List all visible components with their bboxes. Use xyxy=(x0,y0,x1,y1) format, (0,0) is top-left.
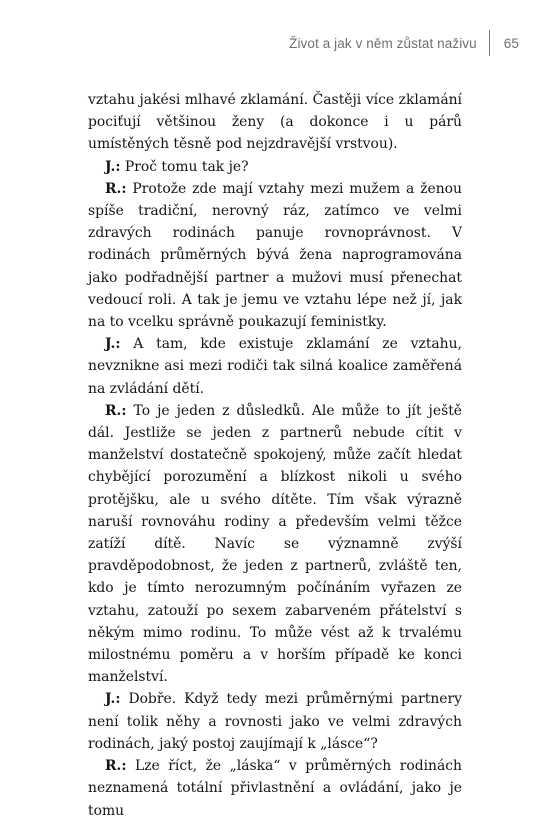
speaker-label: R.: xyxy=(105,758,127,775)
dialogue-paragraph xyxy=(88,400,462,689)
paragraph-text: A tam, kde existuje zklamání ze vztahu, nevznikne asi mezi rodiči tak silná koalice zaměřená na zvládání dětí. xyxy=(88,336,462,397)
paragraph-text: Dobře. Když tedy mezi průměrnými partnery není tolik něhy a rovnosti jako ve velmi zdravých rodinách, jaký postoj zaujímají k „lásce“? xyxy=(88,691,463,752)
paragraph-text: Lze říct, že „láska“ v průměrných rodinách neznamená totální přivlastnění a ovládání, jako je tomu xyxy=(88,758,463,819)
speaker-label: R.: xyxy=(105,180,127,197)
body-text xyxy=(88,89,462,822)
running-title: Život a jak v něm zůstat naživu xyxy=(289,35,477,51)
paragraph-text: Protože zde mají vztahy mezi mužem a ženou spíše tradiční, nerovný ráz, zatímco ve velmi zdravých rodinách panuje rovnoprávnost. V rodinách průměrných bývá žena naprogramována jako podřadnější partner a mužovi musí přenechat vedoucí roli. A tak je jemu ve vztahu lépe než jí, jak na to vcelku správně poukazují feministky. xyxy=(88,180,462,331)
paragraph-text: To je jeden z důsledků. Ale může to jít ještě dál. Jestliže se jeden z partnerů nebude cítit v manželství dostatečně spokojený, může začít hledat chybějící porozumění a blízkost nikoli u svého protějšku, ale u svého dítěte. Tím však výrazně naruší rovnováhu rodiny a především velmi těžce zatíží dítě. Navíc se významně zvýší pravděpodobnost, že jeden z partnerů, zvláště ten, kdo je tímto nerozumným počínáním vyřazen ze vztahu, zatouží po sexem zabarveném přátelství s někým mimo rodinu. To může vést až k trvalému milostnému poměru a v horším případě ke konci manželství. xyxy=(88,402,462,686)
speaker-label: J.: xyxy=(105,336,121,353)
paragraph-text: Proč tomu tak je? xyxy=(124,158,249,175)
paragraph xyxy=(88,89,462,156)
dialogue-paragraph xyxy=(88,333,462,400)
speaker-label: R.: xyxy=(105,402,127,419)
dialogue-paragraph xyxy=(88,688,462,755)
dialogue-paragraph xyxy=(88,156,462,178)
header-divider xyxy=(489,30,490,56)
dialogue-paragraph xyxy=(88,755,462,822)
speaker-label: J.: xyxy=(105,691,121,708)
paragraph-text: vztahu jakési mlhavé zklamání. Častěji více zklamání pociťují většinou ženy (a dokonce i u párů umístěných těsně pod nejzdravější vrstvou). xyxy=(88,92,462,153)
speaker-label: J.: xyxy=(105,158,121,175)
running-header xyxy=(289,30,519,56)
page-number: 65 xyxy=(503,35,519,51)
dialogue-paragraph xyxy=(88,178,462,333)
